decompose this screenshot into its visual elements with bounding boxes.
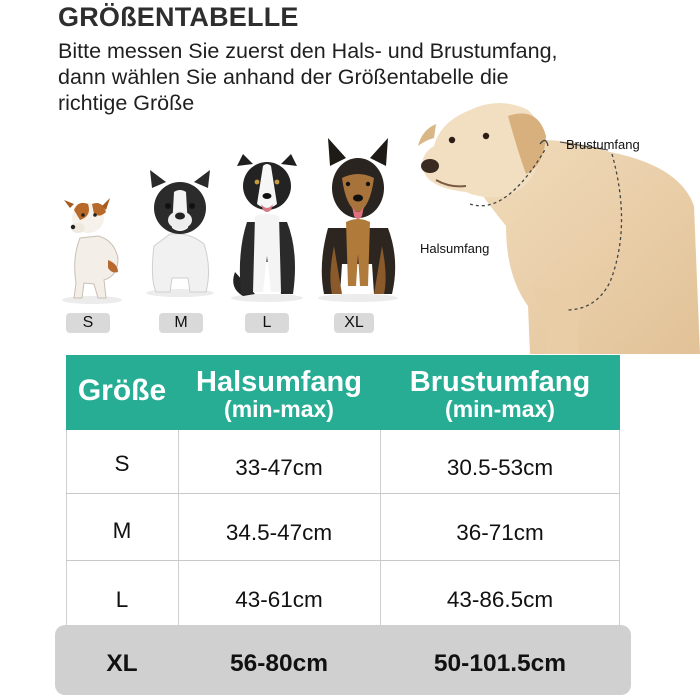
row-l-neck: 43-61cm — [235, 587, 323, 612]
row-divider-1 — [66, 493, 620, 494]
jack-russell-dog-icon — [52, 188, 132, 308]
size-pill-m: M — [159, 313, 203, 333]
border-collie-dog-icon — [225, 152, 310, 304]
header-neck: Halsumfang (min-max) — [196, 366, 362, 422]
size-pill-l: L — [245, 313, 289, 333]
row-m-neck: 34.5-47cm — [225, 520, 333, 545]
chest-measure-label: Brustumfang — [566, 137, 640, 152]
row-xl-neck: 56-80cm — [229, 650, 329, 677]
page-title: GRÖßENTABELLE — [58, 2, 299, 32]
row-l-chest: 43-86.5cm — [446, 587, 554, 612]
row-m-size: M — [112, 518, 132, 543]
row-divider-2 — [66, 560, 620, 561]
page-subtitle: Bitte messen Sie zuerst den Hals- und Brustumfang, dann wählen Sie anhand der Größentabelle die richtige Größe — [58, 39, 558, 115]
german-shepherd-dog-icon — [312, 136, 407, 304]
header-chest: Brustumfang (min-max) — [409, 366, 591, 422]
dog-size-illustrations — [0, 130, 410, 340]
size-pill-s: S — [66, 313, 110, 333]
row-s-chest: 30.5-53cm — [446, 455, 554, 480]
labrador-dog-icon — [410, 96, 700, 354]
neck-measure-label: Halsumfang — [420, 241, 490, 256]
row-l-size: L — [115, 587, 129, 612]
table-header — [66, 355, 620, 430]
row-xl-size: XL — [106, 650, 138, 677]
row-s-neck: 33-47cm — [235, 455, 323, 480]
french-bulldog-icon — [140, 168, 220, 303]
row-s-size: S — [114, 451, 130, 476]
row-m-chest: 36-71cm — [456, 520, 544, 545]
header-size: Größe — [77, 374, 167, 407]
row-xl-chest: 50-101.5cm — [433, 650, 567, 677]
size-pill-xl: XL — [334, 313, 374, 333]
